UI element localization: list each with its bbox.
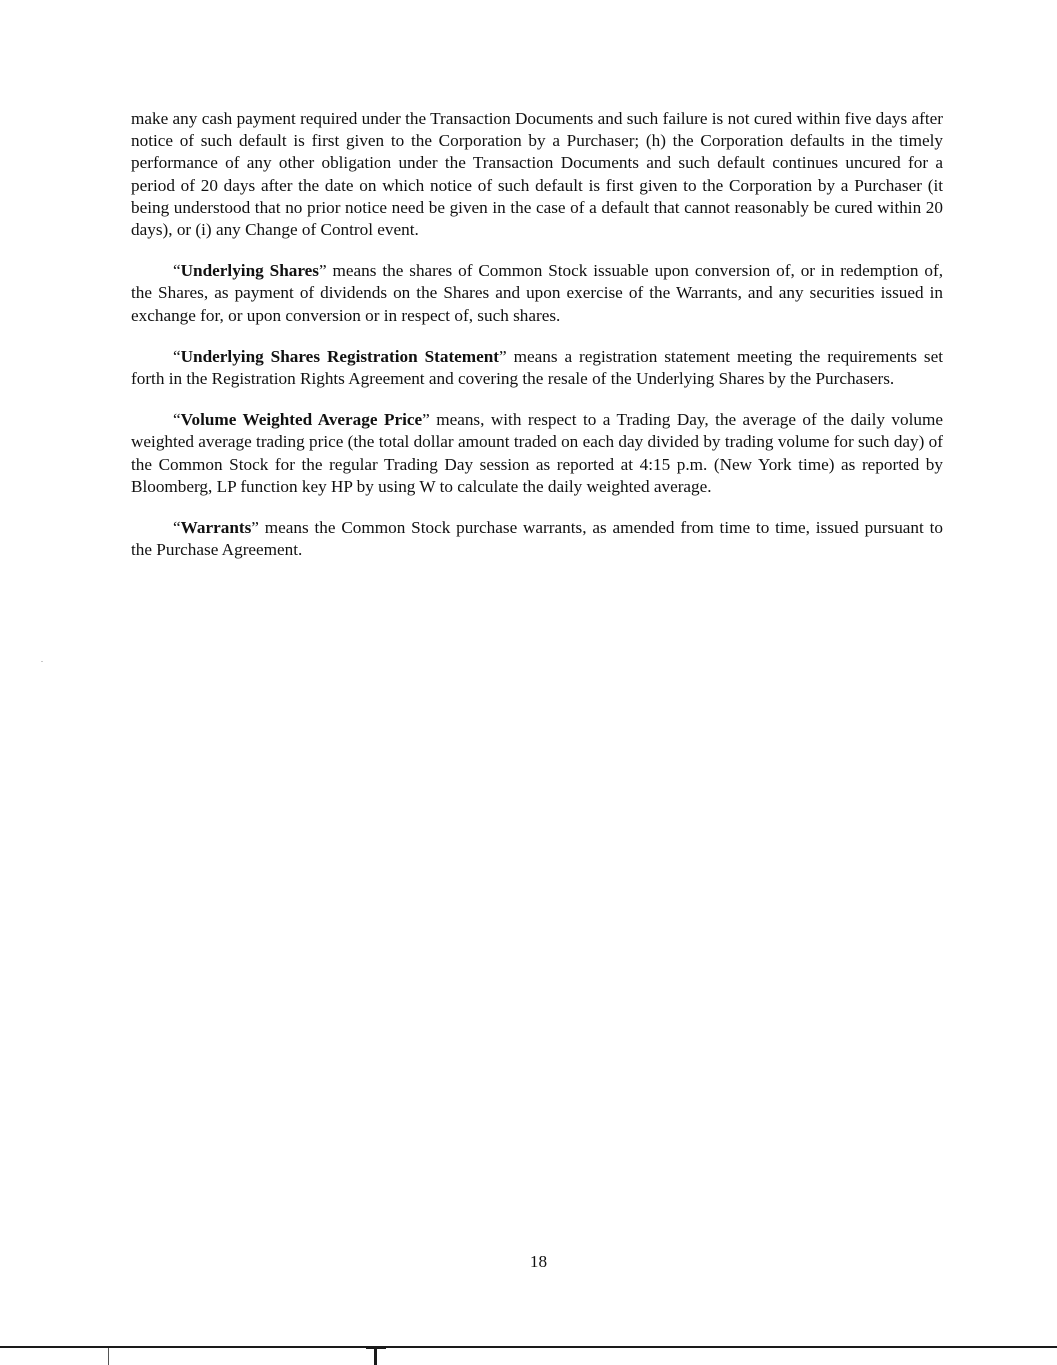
scan-tick-left <box>108 1348 109 1365</box>
definition-underlying-shares <box>131 260 943 327</box>
defined-term: Volume Weighted Average Price <box>180 410 423 430</box>
scan-bottom-rule <box>0 1346 1057 1348</box>
document-body <box>131 108 943 580</box>
definition-text: means the shares of Common Stock issuable upon conversion of, or in redemption of, the Shares, as payment of dividends on the Shares and upon exercise of the Warrants, and any securities issued in exchange for, or upon conversion or in respect of, such shares. <box>131 261 943 325</box>
open-quote: “ <box>173 261 181 281</box>
paragraph-default-continuation <box>131 108 943 241</box>
definition-text: means, with respect to a Trading Day, the average of the daily volume weighted average trading price (the total dollar amount traded on each day divided by trading volume for such day) of the Common Stock for the regular Trading Day session as reported at 4:15 p.m. (New York time) as reported by Bloomberg, LP function key HP by using W to calculate the daily weighted average. <box>131 410 943 496</box>
definition-volume-weighted-average-price <box>131 409 943 498</box>
scan-speck <box>41 661 43 662</box>
definition-underlying-shares-registration-statement <box>131 346 943 390</box>
defined-term: Warrants <box>180 518 252 538</box>
open-quote: “ <box>173 410 181 430</box>
close-quote: ” <box>251 518 259 538</box>
open-quote: “ <box>173 518 181 538</box>
definition-text: means a registration statement meeting the requirements set forth in the Registration Rights Agreement and covering the resale of the Underlying Shares by the Purchasers. <box>131 346 943 389</box>
defined-term: Underlying Shares <box>180 261 319 281</box>
close-quote: ” <box>422 410 430 430</box>
defined-term: Underlying Shares Registration Statement <box>180 346 500 366</box>
definition-text: means the Common Stock purchase warrants, as amended from time to time, issued pursuant to the Purchase Agreement. <box>131 518 943 560</box>
open-quote: “ <box>173 346 181 366</box>
close-quote: ” <box>499 346 507 366</box>
definition-warrants <box>131 517 943 561</box>
close-quote: ” <box>318 261 327 281</box>
scan-tick-middle <box>374 1347 377 1365</box>
paragraph-text: make any cash payment required under the Transaction Documents and such failure is not cured within five days after notice of such default is first given to the Corporation by a Purchaser; (h) the Corporation defaults in the timely performance of any other obligation under the Transaction Documents and such default continues uncured for a period of 20 days after the date on which notice of such default is first given to the Corporation by a Purchaser (it being understood that no prior notice need be given in the case of a default that cannot reasonably be cured within 20 days), or (i) any Change of Control event. <box>131 109 943 240</box>
page-number: 18 <box>529 1252 548 1271</box>
